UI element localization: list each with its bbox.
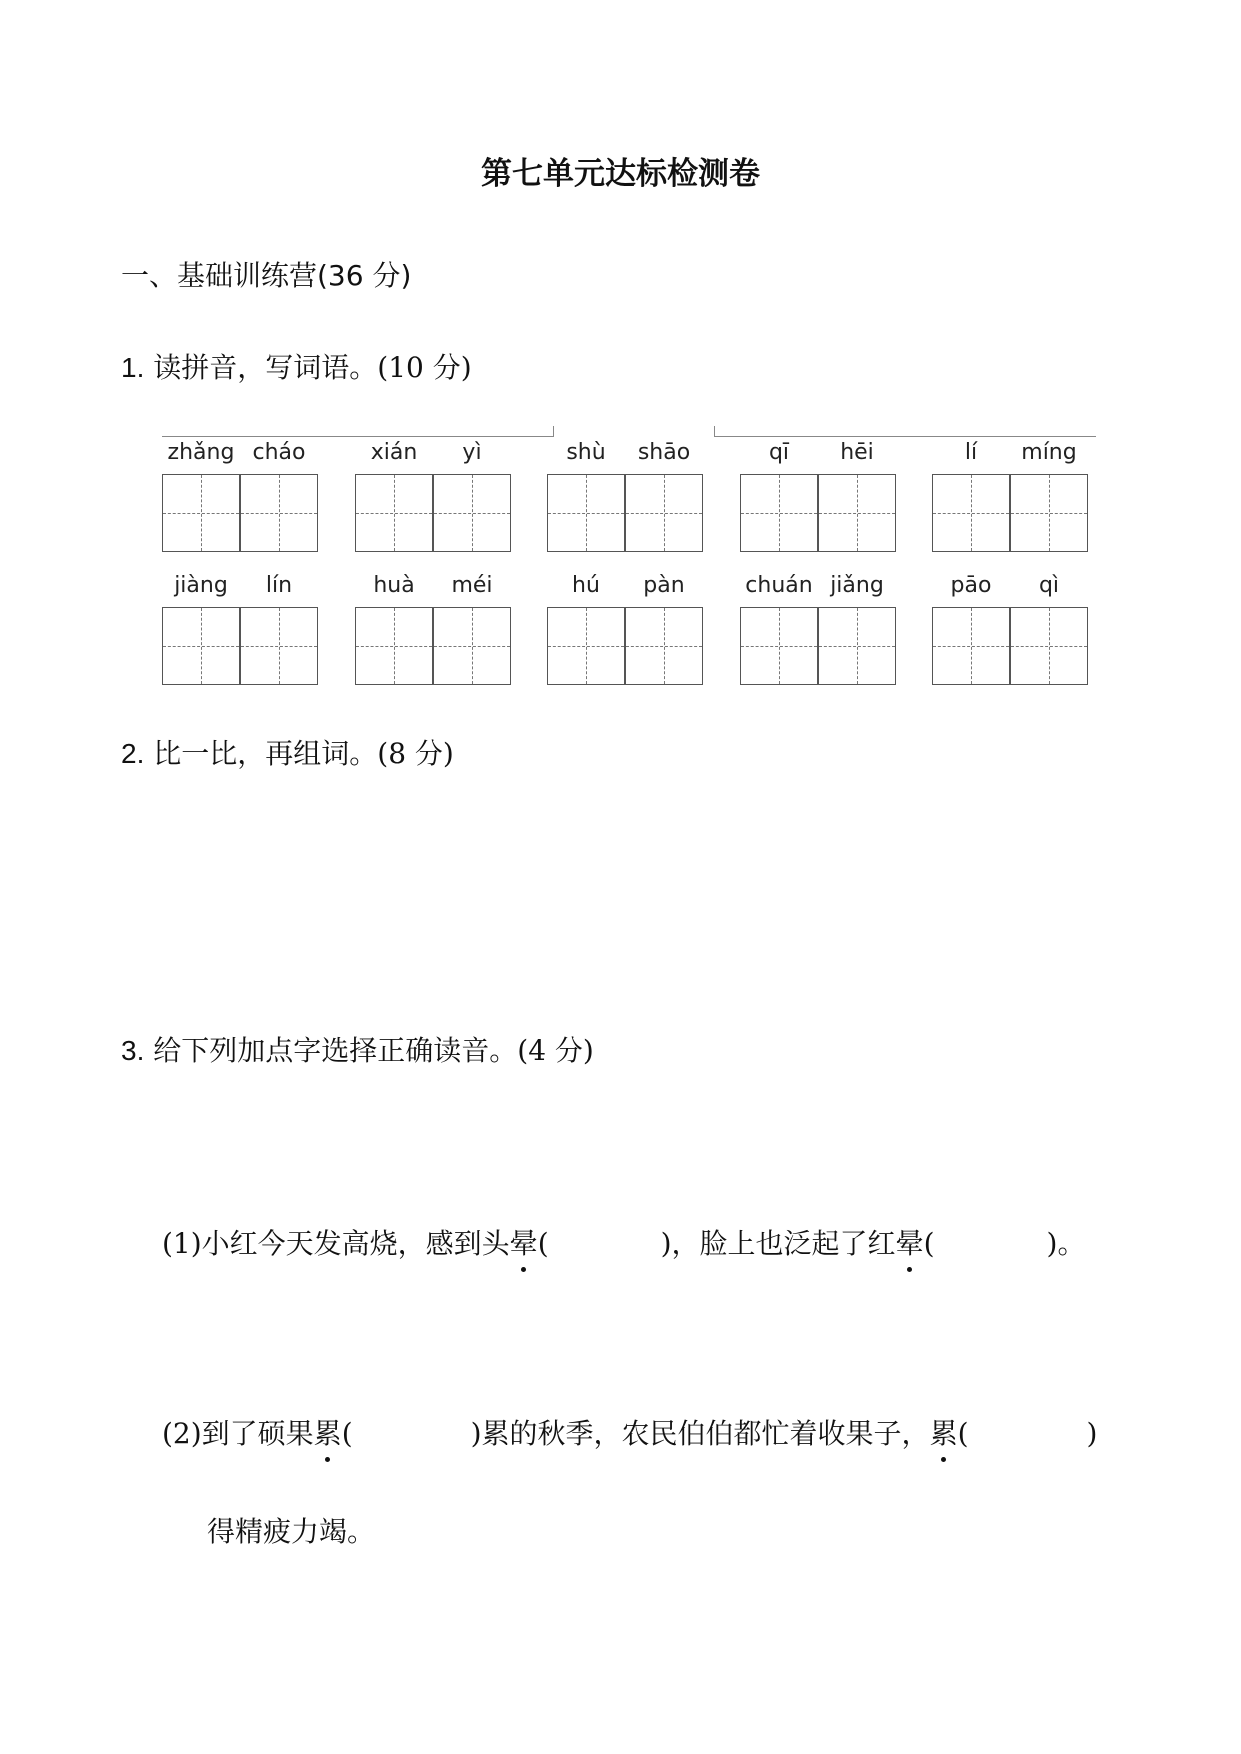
writing-cell[interactable] [433, 607, 511, 685]
pinyin-label: hú [572, 573, 600, 598]
cell-guide-horizontal [819, 513, 895, 514]
pinyin-label: cháo [252, 440, 306, 465]
sentence-text: (1)小红今天发高烧，感到头 [162, 1227, 510, 1260]
paren-open: ( [341, 1417, 353, 1450]
grid-top-rule [714, 436, 1096, 437]
pinyin-label: shù [566, 440, 606, 465]
writing-cell[interactable] [740, 607, 818, 685]
question-text: 读拼音，写词语。(10 分) [153, 351, 472, 384]
sentence-2-continuation: 得精疲力竭。 [207, 1515, 376, 1548]
writing-cell[interactable] [932, 607, 1010, 685]
grid-top-rule [162, 436, 554, 437]
grid-top-rule-tick [553, 426, 554, 437]
pinyin-label: shāo [637, 440, 691, 465]
writing-cell[interactable] [1010, 607, 1088, 685]
writing-cell[interactable] [818, 474, 896, 552]
sentence-text: )。 [1046, 1227, 1086, 1260]
writing-cell[interactable] [625, 474, 703, 552]
writing-cell[interactable] [355, 607, 433, 685]
sentence-text: )累的秋季，农民伯伯都忙着收果子， [470, 1417, 930, 1450]
cell-guide-horizontal [933, 513, 1009, 514]
question-2 [121, 732, 454, 772]
cell-guide-horizontal [741, 513, 817, 514]
pinyin-label: jiǎng [830, 573, 884, 598]
pinyin-label: míng [1021, 440, 1077, 465]
writing-cell[interactable] [355, 474, 433, 552]
grid-top-rule-tick [714, 426, 715, 437]
writing-cell[interactable] [932, 474, 1010, 552]
cell-guide-horizontal [163, 513, 239, 514]
cell-guide-horizontal [434, 646, 510, 647]
cell-guide-horizontal [356, 646, 432, 647]
pinyin-label: qī [768, 440, 790, 465]
pinyin-label: yì [462, 440, 482, 465]
cell-guide-horizontal [626, 513, 702, 514]
cell-guide-horizontal [548, 646, 624, 647]
writing-cell[interactable] [433, 474, 511, 552]
pinyin-label: pàn [643, 573, 685, 598]
writing-cell[interactable] [162, 607, 240, 685]
cell-guide-horizontal [434, 513, 510, 514]
cell-guide-horizontal [1011, 646, 1087, 647]
pinyin-label: pāo [950, 573, 992, 598]
sentence-2 [162, 1412, 1097, 1452]
cell-guide-horizontal [548, 513, 624, 514]
writing-cell[interactable] [240, 474, 318, 552]
writing-cell[interactable] [1010, 474, 1088, 552]
writing-cell[interactable] [740, 474, 818, 552]
pinyin-label: qì [1038, 573, 1060, 598]
sentence-1 [162, 1222, 1085, 1262]
paren-open: ( [537, 1227, 549, 1260]
sentence-text: (2)到了硕果 [162, 1417, 314, 1450]
cell-guide-horizontal [163, 646, 239, 647]
pinyin-label: jiàng [174, 573, 228, 598]
writing-cell[interactable] [240, 607, 318, 685]
cell-guide-horizontal [241, 513, 317, 514]
cell-guide-horizontal [933, 646, 1009, 647]
dotted-character: 累 [314, 1412, 342, 1452]
question-3 [121, 1029, 594, 1069]
question-number: 1. [121, 352, 145, 383]
paren-open: ( [957, 1417, 969, 1450]
section-heading: 一、基础训练营(36 分) [121, 259, 412, 292]
pinyin-label: méi [451, 573, 493, 598]
page-title: 第七单元达标检测卷 [481, 156, 760, 192]
pinyin-label: xián [370, 440, 418, 465]
cell-guide-horizontal [819, 646, 895, 647]
pinyin-label: lín [265, 573, 293, 598]
cell-guide-horizontal [626, 646, 702, 647]
dotted-character: 累 [930, 1412, 958, 1452]
writing-cell[interactable] [162, 474, 240, 552]
question-number: 3. [121, 1035, 145, 1066]
pinyin-label: hēi [840, 440, 874, 465]
question-number: 2. [121, 738, 145, 769]
dotted-character: 晕 [510, 1222, 538, 1262]
writing-cell[interactable] [818, 607, 896, 685]
cell-guide-horizontal [741, 646, 817, 647]
pinyin-label: lí [964, 440, 978, 465]
cell-guide-horizontal [1011, 513, 1087, 514]
question-1 [121, 346, 472, 386]
pinyin-label: huà [373, 573, 415, 598]
cell-guide-horizontal [356, 513, 432, 514]
question-text: 给下列加点字选择正确读音。(4 分) [153, 1034, 594, 1067]
writing-cell[interactable] [625, 607, 703, 685]
pinyin-label: chuán [745, 573, 813, 598]
question-text: 比一比，再组词。(8 分) [153, 737, 454, 770]
sentence-text: )，脸上也泛起了红 [660, 1227, 896, 1260]
pinyin-label: zhǎng [167, 440, 235, 465]
paren-open: ( [923, 1227, 935, 1260]
writing-cell[interactable] [547, 607, 625, 685]
dotted-character: 晕 [896, 1222, 924, 1262]
sentence-text: ) [1086, 1417, 1098, 1450]
cell-guide-horizontal [241, 646, 317, 647]
writing-cell[interactable] [547, 474, 625, 552]
